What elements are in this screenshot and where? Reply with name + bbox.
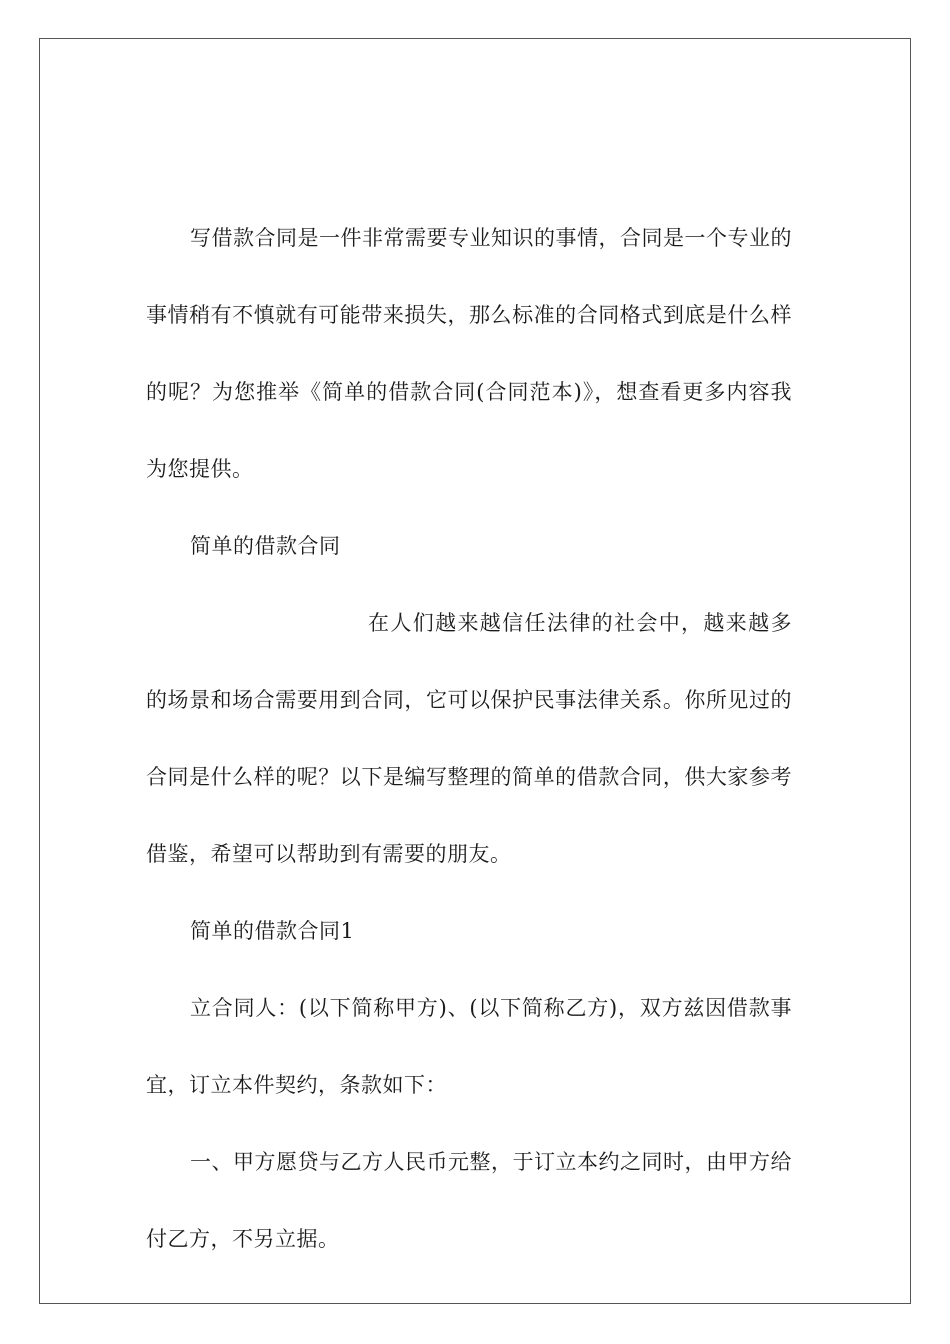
clause-1: 一、甲方愿贷与乙方人民币元整，于订立本约之同时，由甲方给付乙方，不另立据。: [146, 1150, 792, 1251]
contract-title: 简单的借款合同: [190, 534, 341, 558]
background-paragraph: 在人们越来越信任法律的社会中，越来越多的场景和场合需要用到合同，它可以保护民事法律关系。你所见过的合同是什么样的呢？以下是编写整理的简单的借款合同，供大家参考借鉴，希望可以帮助到有需要的朋友。: [146, 611, 792, 866]
document-body: [146, 200, 792, 1278]
contract-1-heading: 简单的借款合同1: [190, 919, 355, 943]
parties-clause: 立合同人：(以下简称甲方)、(以下简称乙方)，双方兹因借款事宜，订立本件契约，条款如下：: [146, 996, 792, 1097]
intro-paragraph: 写借款合同是一件非常需要专业知识的事情，合同是一个专业的事情稍有不慎就有可能带来损失，那么标准的合同格式到底是什么样的呢？为您推举《简单的借款合同(合同范本)》，想查看更多内容我为您提供。: [146, 226, 792, 481]
